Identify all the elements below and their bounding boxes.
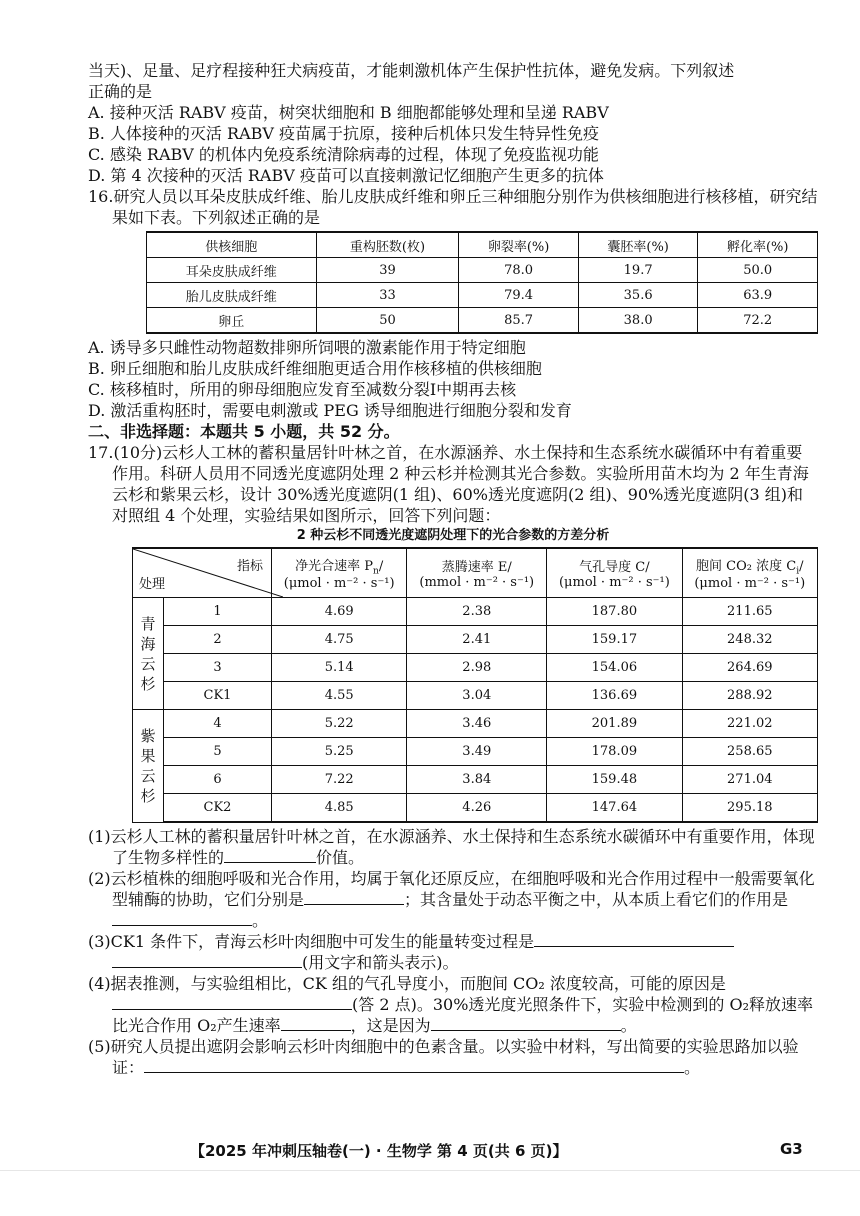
table-cell: 288.92 bbox=[682, 682, 817, 710]
table-cell: 4.69 bbox=[271, 598, 406, 626]
table-cell: 2.38 bbox=[407, 598, 547, 626]
table-cell: 72.2 bbox=[698, 308, 818, 334]
q17-sub5: (5)研究人员提出遮阴会影响云杉叶肉细胞中的色素含量。以实验中材料，写出简要的实验思路加以验证： 。 bbox=[88, 1037, 799, 1077]
q16-option-d: D. 激活重构胚时，需要电刺激或 PEG 诱导细胞进行细胞分裂和发育 bbox=[88, 401, 572, 420]
q15-option-d: D. 第 4 次接种的灭活 RABV 疫苗可以直接刺激记忆细胞产生更多的抗体 bbox=[88, 166, 604, 185]
q17-sub4: (4)据表推测，与实验组相比，CK 组的气孔导度小，而胞间 CO₂ 浓度较高，可能的原因是 (答 2 点)。30%透光度光照条件下，实验中检测到的 O₂释放速率比光合作用 O₂产生速率 ，这是因为 。 bbox=[88, 974, 814, 1035]
table-cell: 50 bbox=[316, 308, 459, 334]
q16-option-c: C. 核移植时，所用的卵母细胞应发育至减数分裂Ⅰ中期再去核 bbox=[88, 380, 517, 399]
table-cell: CK1 bbox=[164, 682, 272, 710]
table-cell: 159.17 bbox=[547, 626, 682, 654]
table-cell: 35.6 bbox=[578, 283, 698, 308]
q17-stem: 17.(10分)云杉人工林的蓄积量居针叶林之首，在水源涵养、水土保持和生态系统水碳循环中有着重要作用。科研人员用不同透光度遮阴处理 2 种云杉并检测其光合参数。实验所用苗木均为 2 年生青海云杉和紫果云杉，设计 30%透光度遮阴(1 组)、60%透光度遮阴(2 组)、90%透光度遮阴(3 组)和对照组 4 个处理，实验结果如图所示，回答下列问题： bbox=[88, 443, 809, 525]
exam-page bbox=[88, 60, 818, 1078]
table-cell: 178.09 bbox=[547, 738, 682, 766]
table-row bbox=[147, 258, 818, 283]
table-cell: 63.9 bbox=[698, 283, 818, 308]
table-cell: 50.0 bbox=[698, 258, 818, 283]
table-cell: 3.46 bbox=[407, 710, 547, 738]
table-cell: 221.02 bbox=[682, 710, 817, 738]
table-cell: 4.75 bbox=[271, 626, 406, 654]
table-cell: 39 bbox=[316, 258, 459, 283]
table-cell: 胎儿皮肤成纤维 bbox=[147, 283, 317, 308]
table-cell: 187.80 bbox=[547, 598, 682, 626]
table-row bbox=[133, 682, 818, 710]
table-cell: 3 bbox=[164, 654, 272, 682]
table-row bbox=[133, 626, 818, 654]
table-cell: 85.7 bbox=[459, 308, 579, 334]
table-cell: 258.65 bbox=[682, 738, 817, 766]
table-cell: 5.14 bbox=[271, 654, 406, 682]
answer-blank[interactable] bbox=[431, 1015, 621, 1031]
table-cell: 211.65 bbox=[682, 598, 817, 626]
table-cell: 4 bbox=[164, 710, 272, 738]
table-cell: 159.48 bbox=[547, 766, 682, 794]
table-cell: 3.04 bbox=[407, 682, 547, 710]
q17-table bbox=[132, 547, 818, 823]
q17-table-title: 2 种云杉不同透光度遮阴处理下的光合参数的方差分析 bbox=[296, 528, 610, 543]
q16-stem: 16.研究人员以耳朵皮肤成纤维、胎儿皮肤成纤维和卵丘三种细胞分别作为供核细胞进行核移植，研究结果如下表。下列叙述正确的是 bbox=[88, 187, 818, 227]
q16-header-cell: 重构胚数(枚) bbox=[316, 232, 459, 258]
table-cell: 2.41 bbox=[407, 626, 547, 654]
q17-sub3: (3)CK1 条件下，青海云杉叶肉细胞中可发生的能量转变过程是 (用文字和箭头表示)。 bbox=[88, 931, 818, 973]
table-cell: 3.84 bbox=[407, 766, 547, 794]
group-label-ziguo: 紫 果 云 杉 bbox=[133, 710, 164, 823]
table-cell: 295.18 bbox=[682, 794, 817, 823]
table-cell: 5 bbox=[164, 738, 272, 766]
table-cell: 19.7 bbox=[578, 258, 698, 283]
table-cell: 卵丘 bbox=[147, 308, 317, 334]
q15-option-a: A. 接种灭活 RABV 疫苗，树突状细胞和 B 细胞都能够处理和呈递 RABV bbox=[88, 103, 609, 122]
table-cell: 264.69 bbox=[682, 654, 817, 682]
table-cell: 33 bbox=[316, 283, 459, 308]
answer-blank[interactable] bbox=[144, 1057, 684, 1073]
q16-header-cell: 孵化率(%) bbox=[698, 232, 818, 258]
q16-header-cell: 囊胚率(%) bbox=[578, 232, 698, 258]
table-cell: 201.89 bbox=[547, 710, 682, 738]
q16-header-cell: 卵裂率(%) bbox=[459, 232, 579, 258]
col-header: 气孔导度 C/ (μmol · m⁻² · s⁻¹) bbox=[547, 548, 682, 598]
q15-option-c: C. 感染 RABV 的机体内免疫系统清除病毒的过程，体现了免疫监视功能 bbox=[88, 145, 599, 164]
q16-header-cell: 供核细胞 bbox=[147, 232, 317, 258]
col-header: 净光合速率 $P_n/$ (μmol · m⁻² · s⁻¹) bbox=[271, 548, 406, 598]
table-row bbox=[133, 710, 818, 738]
table-row bbox=[133, 598, 818, 626]
corner-treatment-label: 处理 bbox=[139, 577, 166, 592]
col-header: 胞间 CO₂ 浓度 $C_i/$ (μmol · m⁻² · s⁻¹) bbox=[682, 548, 817, 598]
q15-stem-continued: 当天)、足量、足疗程接种狂犬病疫苗，才能刺激机体产生保护性抗体，避免发病。下列叙述 bbox=[88, 61, 735, 80]
page-footer: 【2025 年冲刺压轴卷(一) · 生物学 第 4 页(共 6 页)】 bbox=[190, 1142, 568, 1160]
table-cell: 4.26 bbox=[407, 794, 547, 823]
q16-option-a: A. 诱导多只雌性动物超数排卵所饲喂的激素能作用于特定细胞 bbox=[88, 338, 526, 357]
q16-option-b: B. 卵丘细胞和胎儿皮肤成纤维细胞更适合用作核移植的供核细胞 bbox=[88, 359, 542, 378]
q16-table bbox=[146, 231, 818, 334]
answer-blank[interactable] bbox=[304, 889, 404, 905]
table-cell: 7.22 bbox=[271, 766, 406, 794]
table-cell: 6 bbox=[164, 766, 272, 794]
table-cell: 38.0 bbox=[578, 308, 698, 334]
table-cell: 78.0 bbox=[459, 258, 579, 283]
table-row bbox=[133, 654, 818, 682]
section-heading: 二、非选择题：本题共 5 小题，共 52 分。 bbox=[88, 422, 400, 441]
q17-sub2: (2)云杉植株的细胞呼吸和光合作用，均属于氧化还原反应，在细胞呼吸和光合作用过程中一般需要氧化型辅酶的协助，它们分别是 ；其含量处于动态平衡之中，从本质上看它们的作用是。 bbox=[88, 869, 815, 930]
table-cell: 136.69 bbox=[547, 682, 682, 710]
table-row bbox=[133, 738, 818, 766]
answer-blank[interactable] bbox=[281, 1015, 351, 1031]
table-cell: 248.32 bbox=[682, 626, 817, 654]
answer-blank[interactable] bbox=[224, 847, 316, 863]
table-cell: 1 bbox=[164, 598, 272, 626]
table-row bbox=[147, 283, 818, 308]
q15-option-b: B. 人体接种的灭活 RABV 疫苗属于抗原，接种后机体只发生特异性免疫 bbox=[88, 124, 600, 143]
answer-blank[interactable] bbox=[112, 952, 302, 968]
table-cell: 3.49 bbox=[407, 738, 547, 766]
paper-code: G3 bbox=[780, 1140, 803, 1158]
answer-blank[interactable] bbox=[112, 910, 252, 926]
corner-indicator-label: 指标 bbox=[236, 559, 263, 574]
table-cell: 5.22 bbox=[271, 710, 406, 738]
table-cell: 4.55 bbox=[271, 682, 406, 710]
q15-stem-end: 正确的是 bbox=[88, 82, 153, 101]
table-row bbox=[147, 308, 818, 334]
divider bbox=[0, 1170, 860, 1171]
table-cell: 2.98 bbox=[407, 654, 547, 682]
table-cell: 4.85 bbox=[271, 794, 406, 823]
table-row bbox=[133, 766, 818, 794]
table-cell: 271.04 bbox=[682, 766, 817, 794]
table-cell: 79.4 bbox=[459, 283, 579, 308]
table-cell: 154.06 bbox=[547, 654, 682, 682]
table-cell: 5.25 bbox=[271, 738, 406, 766]
table-cell: CK2 bbox=[164, 794, 272, 823]
col-header: 蒸腾速率 E/ (mmol · m⁻² · s⁻¹) bbox=[407, 548, 547, 598]
group-label-qinghai: 青 海 云 杉 bbox=[133, 598, 164, 710]
table-cell: 耳朵皮肤成纤维 bbox=[147, 258, 317, 283]
answer-blank[interactable] bbox=[112, 994, 352, 1010]
answer-blank[interactable] bbox=[534, 931, 734, 947]
table-corner-cell bbox=[133, 548, 272, 598]
q17-sub1: (1)云杉人工林的蓄积量居针叶林之首，在水源涵养、水土保持和生态系统水碳循环中有重要作用，体现了生物多样性的 价值。 bbox=[88, 827, 815, 867]
table-cell: 2 bbox=[164, 626, 272, 654]
table-cell: 147.64 bbox=[547, 794, 682, 823]
table-row bbox=[133, 794, 818, 823]
